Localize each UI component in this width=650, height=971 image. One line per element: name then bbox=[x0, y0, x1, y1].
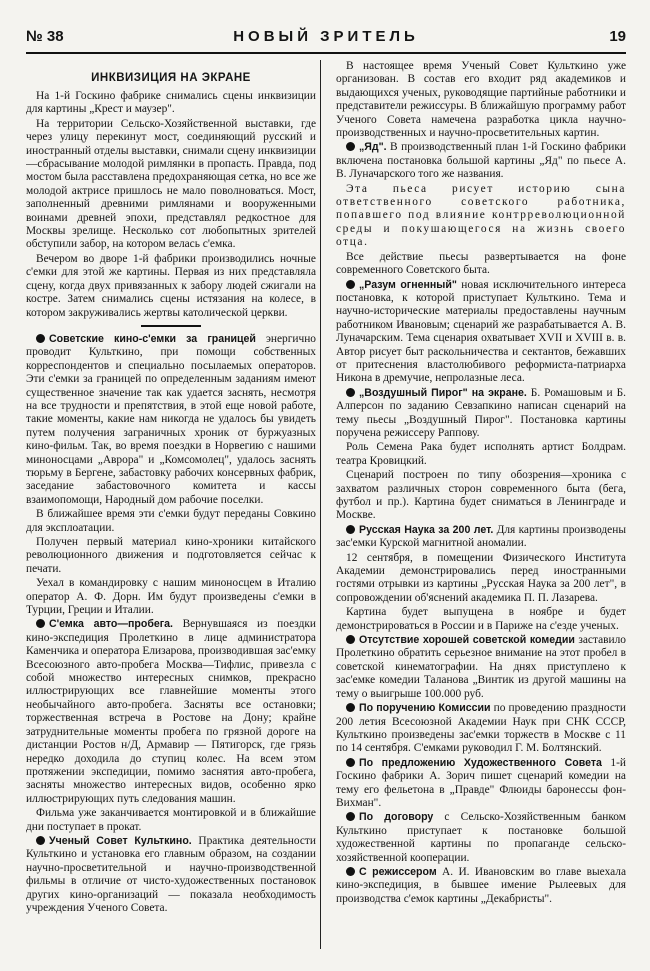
paragraph: Вечером во дворе 1-й фабрики производились ночные с'емки для этой же картины. Первая из них представляла сцену, когда двух привязанных к забору людей сжигали на костре. Затем снимались сцены истязания на колесе, в котором закруживались жертвы католической церкви. bbox=[26, 252, 316, 319]
bullet-icon bbox=[346, 758, 355, 767]
bullet-icon bbox=[346, 703, 355, 712]
bullet-icon bbox=[346, 635, 355, 644]
paragraph: Получен первый материал кино-хроники китайского революционного движения и подготовляется сейчас к печати. bbox=[26, 536, 316, 575]
news-lead: По поручению Комиссии bbox=[359, 702, 491, 715]
news-text: А. И. Ивановским во главе выехала кино-экспедиция, в бывшее имение Рылеевых для производства с'емок картины „Декабристы". bbox=[336, 865, 626, 905]
news-lead: „Разум огненный" bbox=[359, 278, 457, 291]
news-text: В производственный план 1-й Госкино фабрики включена постановка большой картины „Яд" по пьесе А. В. Луначарского того же названия. bbox=[336, 141, 626, 181]
news-item bbox=[336, 811, 626, 865]
news-item bbox=[336, 702, 626, 756]
column-divider bbox=[320, 60, 321, 949]
news-item bbox=[336, 866, 626, 906]
news-item bbox=[336, 757, 626, 811]
bullet-icon bbox=[346, 280, 355, 289]
news-lead: Ученый Совет Культкино. bbox=[49, 834, 192, 847]
news-item bbox=[336, 524, 626, 551]
news-text: Практика деятельности Культкино и установка его главным образом, на создании научно-просветительной и научно-производственной фильмы в отличие от чисто-художественных постановок других кино-организаций — показала необходимость учреждения Ученого Совета. bbox=[26, 834, 316, 914]
news-text: 1-й Госкино фабрики А. Зорич пишет сценарий комедии на тему его фельетона в „Правде" Флюиды баронессы фон-Вихман". bbox=[336, 756, 626, 809]
paragraph: Уехал в командировку с нашим миноносцем в Италию оператор А. Ф. Дорн. Им будут произведены с'емки в Турции, Греции и Италии. bbox=[26, 577, 316, 617]
paragraph: На территории Сельско-Хозяйственной выставки, где через улицу перекинут мост, соединяющий русский и иностранный отделы выставки, снимали сцену инквизиции—сбрасывание молодой римлянки в пропасть. Правда, под мостом была расставлена предохраняющая сетка, но все же молодой актрисе пришлось не мало поволноваться. Мост, заполненный древними римлянами и вооруженными воинами древней эпохи, представлял редкостное для Москвы зрелище. Несколько сот любопытных зрителей обступили забор, на котором велась с'емка. bbox=[26, 117, 316, 251]
masthead-title: НОВЫЙ ЗРИТЕЛЬ bbox=[233, 28, 419, 45]
news-lead: „Яд". bbox=[359, 141, 387, 154]
news-text: с Сельско-Хозяйственным банком Культкино приступает к постановке большой художественной картины по пропаганде сельско-хозяйственной кооперации. bbox=[336, 811, 626, 864]
news-lead: По договору bbox=[359, 811, 434, 824]
news-lead: „Воздушный Пирог" на экране. bbox=[359, 386, 527, 399]
news-item bbox=[26, 835, 316, 915]
news-text: Для картины производены зас'емки Курской магнитной аномалии. bbox=[336, 523, 626, 550]
bullet-icon bbox=[36, 334, 45, 343]
paragraph: В настоящее время Ученый Совет Культкино уже организован. В состав его входит ряд академиков и выдающихся ученых, руководящие партийные работники и представители режиссуры. В ближайшую программу работ Ученого Совета намечена разработка цикла научно-производственных и научно-просветительных картин. bbox=[336, 60, 626, 140]
news-item bbox=[336, 141, 626, 181]
news-text: заставило Пролеткино обратить серьезное внимание на этот пробел в советской кинематографии. На днях приступлено к зас'емке комедии Таланова „Винтик из другой машины на тему о выигрыше 100.000 руб. bbox=[336, 634, 626, 700]
bullet-icon bbox=[346, 867, 355, 876]
bullet-icon bbox=[346, 812, 355, 821]
left-column bbox=[26, 60, 316, 949]
news-text: энергично проводит Культкино, при помощи собственных корреспондентов и специально посылаемых операторов. Эти с'емки за границей по определенным заданиям имеют существенное значение так как удается заснять, несмотря на все трудности и препятствия, в этой еще новой работе, такие моменты, какие нам никогда не удалось бы увидеть путем получения заграничных хроник от буржуазных кино-фильм. Так, во время поездки в Норвегию с нашими миноносцами „Аврора" и „Комсомолец", удалось заснять тюрьму в Бергене, забастовку рабочих консервных фабрик, заседание забастовочного комитета и кассы взаимопомощи, Народный дом рабочие поселки. bbox=[26, 332, 316, 506]
bullet-icon bbox=[346, 388, 355, 397]
page-number: 19 bbox=[609, 28, 626, 45]
header-rule bbox=[26, 52, 626, 54]
bullet-icon bbox=[36, 836, 45, 845]
news-item bbox=[26, 333, 316, 507]
section-separator bbox=[141, 325, 201, 327]
paragraph: На 1-й Госкино фабрике снимались сцены инквизиции для картины „Крест и маузер". bbox=[26, 90, 316, 116]
paragraph: Эта пьеса рисует историю сына ответственного советского работника, попавшего под влияние контрреволюционной среды и покушающегося на жизнь своего отца. bbox=[336, 182, 626, 249]
paragraph: Роль Семена Рака будет исполнять артист Болдрам. театра Кровицкий. bbox=[336, 441, 626, 467]
paragraph: Фильма уже заканчивается монтировкой и в ближайшие дни поступает в прокат. bbox=[26, 807, 316, 833]
paragraph: В ближайшее время эти с'емки будут переданы Совкино для эксплоатации. bbox=[26, 508, 316, 534]
news-text: новая исключительного интереса постановка, к которой приступает Культкино. Тема и научно-исторические материалы предоставлены научным работником Ивановым; сценарий же разрабатывается А. В. Луначарским. Тема сценария охватывает XVII и XVIII в. в. Автор рисует быт раскольничества и сектантов, бежавших от притеснения властолюбивого реформиста-патриарха Никона в дремучие, непролазные леса. bbox=[336, 278, 626, 385]
article-heading: ИНКВИЗИЦИЯ НА ЭКРАНЕ bbox=[91, 72, 251, 84]
paragraph: 12 сентября, в помещении Физического Института Академии демонстрировались перед иностранными гостями отрывки из картины „Русская Наука за 200 лет", в сопровождении об'яснений академика П. П. Лазарева. bbox=[336, 551, 626, 604]
news-lead: С режиссером bbox=[359, 865, 437, 878]
news-lead: Советские кино-с'емки за границей bbox=[49, 332, 256, 345]
news-lead: С'емка авто—пробега. bbox=[49, 618, 174, 631]
paragraph: Сценарий построен по типу обозрения—хроника с захватом различных сторон современного быта (бега, футбол и пр.). Картина будет сниматься в Ленинграде и Москве. bbox=[336, 469, 626, 522]
page-header bbox=[26, 28, 626, 48]
paragraph: Картина будет выпущена в ноябре и будет демонстрироваться в России и в Париже на с'езде ученых. bbox=[336, 606, 626, 632]
bullet-icon bbox=[346, 142, 355, 151]
right-column bbox=[336, 60, 626, 949]
news-text: Б. Ромашовым и Б. Алперсон по заданию Севзапкино написан сценарий на тему пьесы „Воздушный Пирог". Постановка картины поручена режиссеру Раппову. bbox=[336, 386, 626, 439]
news-lead: Отсутствие хорошей советской комедии bbox=[359, 634, 575, 647]
news-text: Вернувшаяся из поездки кино-экспедиция Пролеткино в лице администратора Каменчика и оператора Елизарова, производившая зас'емку Всесоюзного авто-пробега Москва—Тифлис, привезла с собой множество интересных снимков, прекрасно иллюстрирующих все главнейшие моменты этого необычайного авто-пробега. Засняты все остановки; торжественная встреча в Ростове на Дону; крайне затруднительные моменты пробега по грязной дороге на дистанции Ростов н/Д, Армавир — Пятигорск, где грязь нередко доходила до ступиц колес. На всем этом протяжении экспедиции, помимо заснятия авто-пробега, засняты множество интересных видов, особенно ярко иллюстрирующих путь следования машин. bbox=[26, 618, 316, 805]
bullet-icon bbox=[36, 619, 45, 628]
news-text: по проведению праздности 200 летия Всесоюзной Академии Наук при СНК СССР, Культкино произведены зас'емки торжеств в Москве с 11 по 14 сентября. С'емками руководил Г. М. Болтянский. bbox=[336, 702, 626, 755]
issue-number: № 38 bbox=[26, 28, 64, 45]
news-lead: Русская Наука за 200 лет. bbox=[359, 523, 494, 536]
paragraph: Все действие пьесы развертывается на фоне современного Советского быта. bbox=[336, 250, 626, 277]
news-item bbox=[336, 634, 626, 701]
news-item bbox=[26, 618, 316, 806]
news-lead: По предложению Художественного Совета bbox=[359, 756, 602, 769]
news-item bbox=[336, 387, 626, 441]
news-item bbox=[336, 279, 626, 386]
bullet-icon bbox=[346, 525, 355, 534]
